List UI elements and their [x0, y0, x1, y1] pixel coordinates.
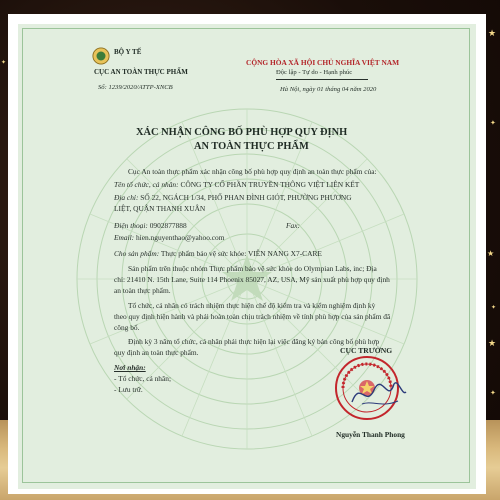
star-icon: ★ [488, 339, 497, 349]
org-value: CÔNG TY CỔ PHẦN TRUYỀN THÔNG VIỆT LIÊN KẾT [180, 180, 360, 189]
paragraph-1-line-1: Sản phẩm trên thuộc nhóm Thực phẩm bảo vệ sức khỏe do Olympian Labs, inc; Địa [128, 264, 377, 273]
paragraph-2-line-2: theo quy định hiện hành và phải hoàn toàn chịu trách nhiệm về tính phù hợp của sản phẩm đã [114, 312, 391, 321]
address-value-continued: LIỆT, QUẬN THANH XUÂN [114, 204, 206, 213]
signature-icon [348, 374, 408, 414]
signer-name: Nguyễn Thanh Phong [336, 430, 405, 439]
recipient-item: - Lưu trữ. [114, 385, 143, 394]
address-value: SỐ 22, NGÁCH 1/34, PHỐ PHAN ĐÌNH GIÓT, PHƯỜNG PHƯƠNG [140, 193, 352, 202]
motto-underline [276, 79, 368, 80]
fax-label: Fax: [286, 221, 300, 230]
paragraph-1-line-2: chỉ: 21410 N. 15th Lane, Suite 114 Phoenix 85027, AZ, USA, Mỹ sản xuất phù hợp quy định [114, 275, 390, 284]
republic-title: CỘNG HÒA XÃ HỘI CHỦ NGHĨA VIỆT NAM [246, 58, 400, 67]
address-label: Địa chỉ: [114, 193, 139, 202]
phone-label: Điện thoại: [114, 221, 148, 230]
ministry-name: BỘ Y TẾ [114, 48, 142, 56]
paragraph-1-line-3: an toàn thực phẩm. [114, 286, 171, 295]
star-icon: ✦ [490, 389, 496, 397]
agency-name: CỤC AN TOÀN THỰC PHẨM [94, 68, 188, 76]
signer-role: CỤC TRƯỞNG [340, 346, 393, 355]
paragraph-3-line-2: quy định an toàn thực phẩm. [114, 348, 199, 357]
recipients-label: Nơi nhận: [114, 363, 146, 372]
email-value: hien.nguyenthao@yahoo.com [135, 233, 225, 242]
certificate-document [18, 24, 476, 489]
document-title: XÁC NHẬN CÔNG BỐ PHÙ HỢP QUY ĐỊNH [136, 127, 348, 138]
place-date: Hà Nội, ngày 01 tháng 04 năm 2020 [280, 86, 377, 93]
intro-text: Cục An toàn thực phẩm xác nhận công bố phù hợp quy định an toàn thực phẩm của: [128, 167, 377, 176]
paragraph-2-line-3: công bố. [114, 323, 140, 332]
paragraph-3-line-1: Định kỳ 3 năm tổ chức, cá nhân phải thực hiện lại việc đăng ký bản công bố phù hợp [128, 337, 380, 346]
product-value: Thực phẩm bảo vệ sức khỏe: VIÊN NANG X7-CARE [160, 249, 322, 258]
national-motto: Độc lập - Tự do - Hạnh phúc [276, 69, 353, 76]
star-icon: ★ [487, 249, 495, 258]
star-icon: ✦ [490, 119, 496, 127]
document-number: Số: 1239/2020/ATTP-XNCB [98, 84, 173, 91]
product-label: Cho sản phẩm: [114, 249, 160, 258]
org-label: Tên tổ chức, cá nhân: [114, 180, 179, 189]
agency-emblem-icon [92, 47, 110, 65]
star-icon: ★ [488, 29, 497, 39]
document-subtitle: AN TOÀN THỰC PHẨM [194, 141, 309, 152]
email-label: Email: [114, 233, 135, 242]
paragraph-2-line-1: Tổ chức, cá nhân có trách nhiệm thực hiện chế độ kiểm tra và kiểm nghiệm định kỳ [128, 301, 376, 310]
phone-value: 0902877888 [149, 221, 187, 230]
star-icon: ✦ [1, 59, 7, 66]
certificate-sheet [8, 14, 486, 494]
recipient-item: - Tổ chức, cá nhân; [114, 374, 172, 383]
star-icon: ✦ [491, 304, 497, 311]
